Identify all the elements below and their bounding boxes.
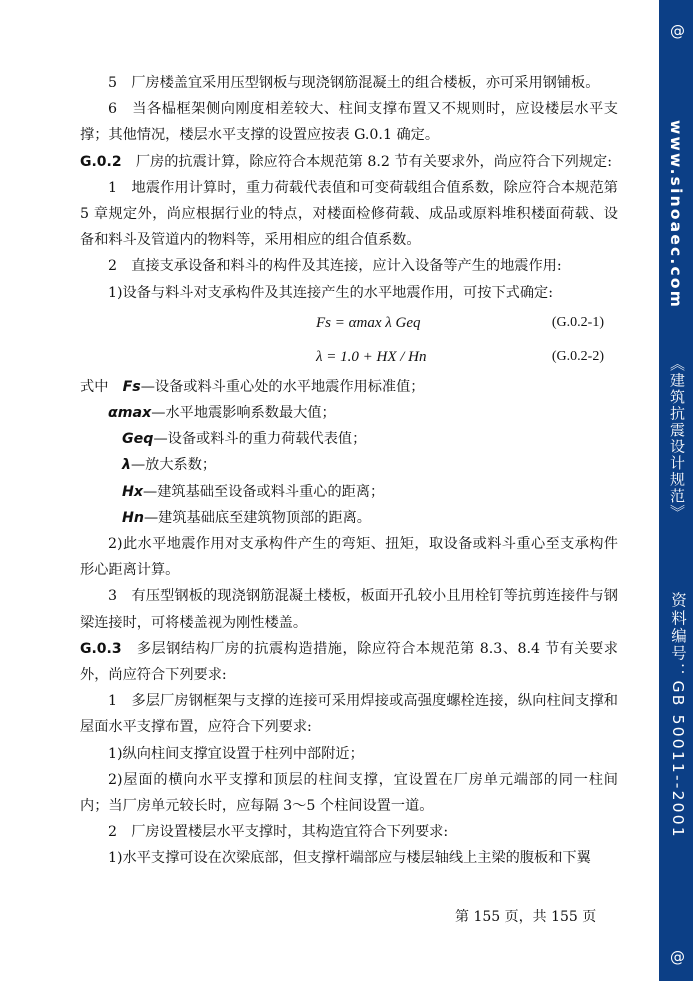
symbol-hn: Hn (122, 509, 144, 526)
clause-g02-2: 2 直接支承设备和料斗的构件及其连接，应计入设备等产生的地震作用: (108, 258, 562, 275)
sidebar-document-title: 《建筑抗震设计规范》 (668, 356, 686, 521)
definition-geq-text: —设备或料斗的重力荷载代表值； (153, 431, 367, 448)
definition-amax (80, 400, 618, 426)
definition-lambda (80, 452, 618, 478)
formula-g02-2 (80, 340, 618, 374)
formula-2-expression: λ = 1.0 + HX / Hn (316, 348, 427, 365)
definition-fs-text: —设备或料斗重心处的水平地震作用标准值； (140, 378, 425, 395)
formula-1-expression: Fs = αmax λ Geq (316, 314, 421, 331)
clause-6: 6 当各榀框架侧向刚度相差较大、柱间支撑布置又不规则时，应设楼层水平支撑；其他情况，楼层水平支撑的设置应按表 G.0.1 确定。 (80, 101, 618, 144)
page-number: 第 155 页，共 155 页 (455, 909, 597, 925)
formula-g02-1 (80, 306, 618, 340)
definition-hx-text: —建筑基础至设备或料斗重心的距离； (143, 483, 385, 500)
defs-intro: 式中 (80, 378, 109, 395)
definition-hn (80, 505, 618, 531)
symbol-lambda: λ (122, 457, 131, 474)
clause-g02-3: 3 有压型钢板的现浇钢筋混凝土楼板，板面开孔较小且用栓钉等抗剪连接件与钢梁连接时，可将楼盖视为刚性楼盖。 (80, 588, 618, 631)
section-g03-text: 多层钢结构厂房的抗震构造措施，除应符合本规范第 8.3、8.4 节有关要求外，尚应符合下列要求: (80, 640, 618, 684)
clause-g03-1: 1 多层厂房钢框架与支撑的连接可采用焊接或高强度螺栓连接，纵向柱间支撑和屋面水平支撑布置，应符合下列要求: (80, 693, 618, 736)
definition-fs (80, 374, 618, 400)
clause-g03-1-1: 1)纵向柱间支撑宜设置于柱列中部附近； (108, 745, 364, 762)
formula-1-number: (G.0.2-1) (551, 314, 604, 330)
sidebar-document-code: 资料编号：GB 50011--2001 (669, 592, 687, 839)
at-icon: @ (670, 22, 685, 40)
definition-hn-text: —建筑基础底至建筑物顶部的距离。 (143, 509, 371, 526)
at-icon-bottom: @ (670, 948, 685, 966)
sidebar-banner (659, 0, 693, 981)
definition-lambda-text: —放大系数； (130, 457, 217, 474)
definition-hx (80, 479, 618, 505)
clause-g03-2-1: 1)水平支撑可设在次梁底部，但支撑杆端部应与楼层轴线上主梁的腹板和下翼 (108, 850, 591, 867)
clause-g02-1: 1 地震作用计算时，重力荷载代表值和可变荷载组合值系数，除应符合本规范第 5 章规定外，尚应根据行业的特点，对楼面检修荷载、成品或原料堆积楼面荷载、设备和料斗及管道内的物料等，采用相应的组合值系数。 (80, 179, 618, 249)
clause-g03-2: 2 厂房设置楼层水平支撑时，其构造宜符合下列要求: (108, 824, 449, 841)
symbol-amax: αmax (108, 405, 152, 422)
clause-5: 5 厂房楼盖宜采用压型钢板与现浇钢筋混凝土的组合楼板，亦可采用钢铺板。 (108, 75, 600, 91)
clause-g02-2-1: 1)设备与料斗对支承构件及其连接产生的水平地震作用，可按下式确定: (108, 284, 553, 301)
section-g02-label: G.0.2 (80, 153, 122, 170)
definition-amax-text: —水平地震影响系数最大值； (151, 405, 336, 422)
symbol-definitions (80, 374, 618, 531)
document-body (80, 70, 618, 872)
section-g02 (80, 149, 618, 175)
section-g03-label: G.0.3 (80, 640, 122, 657)
formula-2-number: (G.0.2-2) (551, 348, 604, 364)
symbol-geq: Geq (122, 431, 154, 448)
section-g03 (80, 636, 618, 688)
sidebar-url[interactable]: www.sinoaec.com (667, 120, 685, 310)
symbol-hx: Hx (122, 483, 144, 500)
symbol-fs: Fs (122, 378, 141, 395)
section-g02-text: 厂房的抗震计算，除应符合本规范第 8.2 节有关要求外，尚应符合下列规定: (121, 153, 612, 170)
clause-g02-2-2: 2)此水平地震作用对支承构件产生的弯矩、扭矩，取设备或料斗重心至支承构件形心距离计算。 (80, 536, 618, 579)
clause-g03-1-2: 2)屋面的横向水平支撑和顶层的柱间支撑，宜设置在厂房单元端部的同一柱间内；当厂房单元较长时，应每隔 3～5 个柱间设置一道。 (80, 771, 618, 815)
definition-geq (80, 426, 618, 452)
